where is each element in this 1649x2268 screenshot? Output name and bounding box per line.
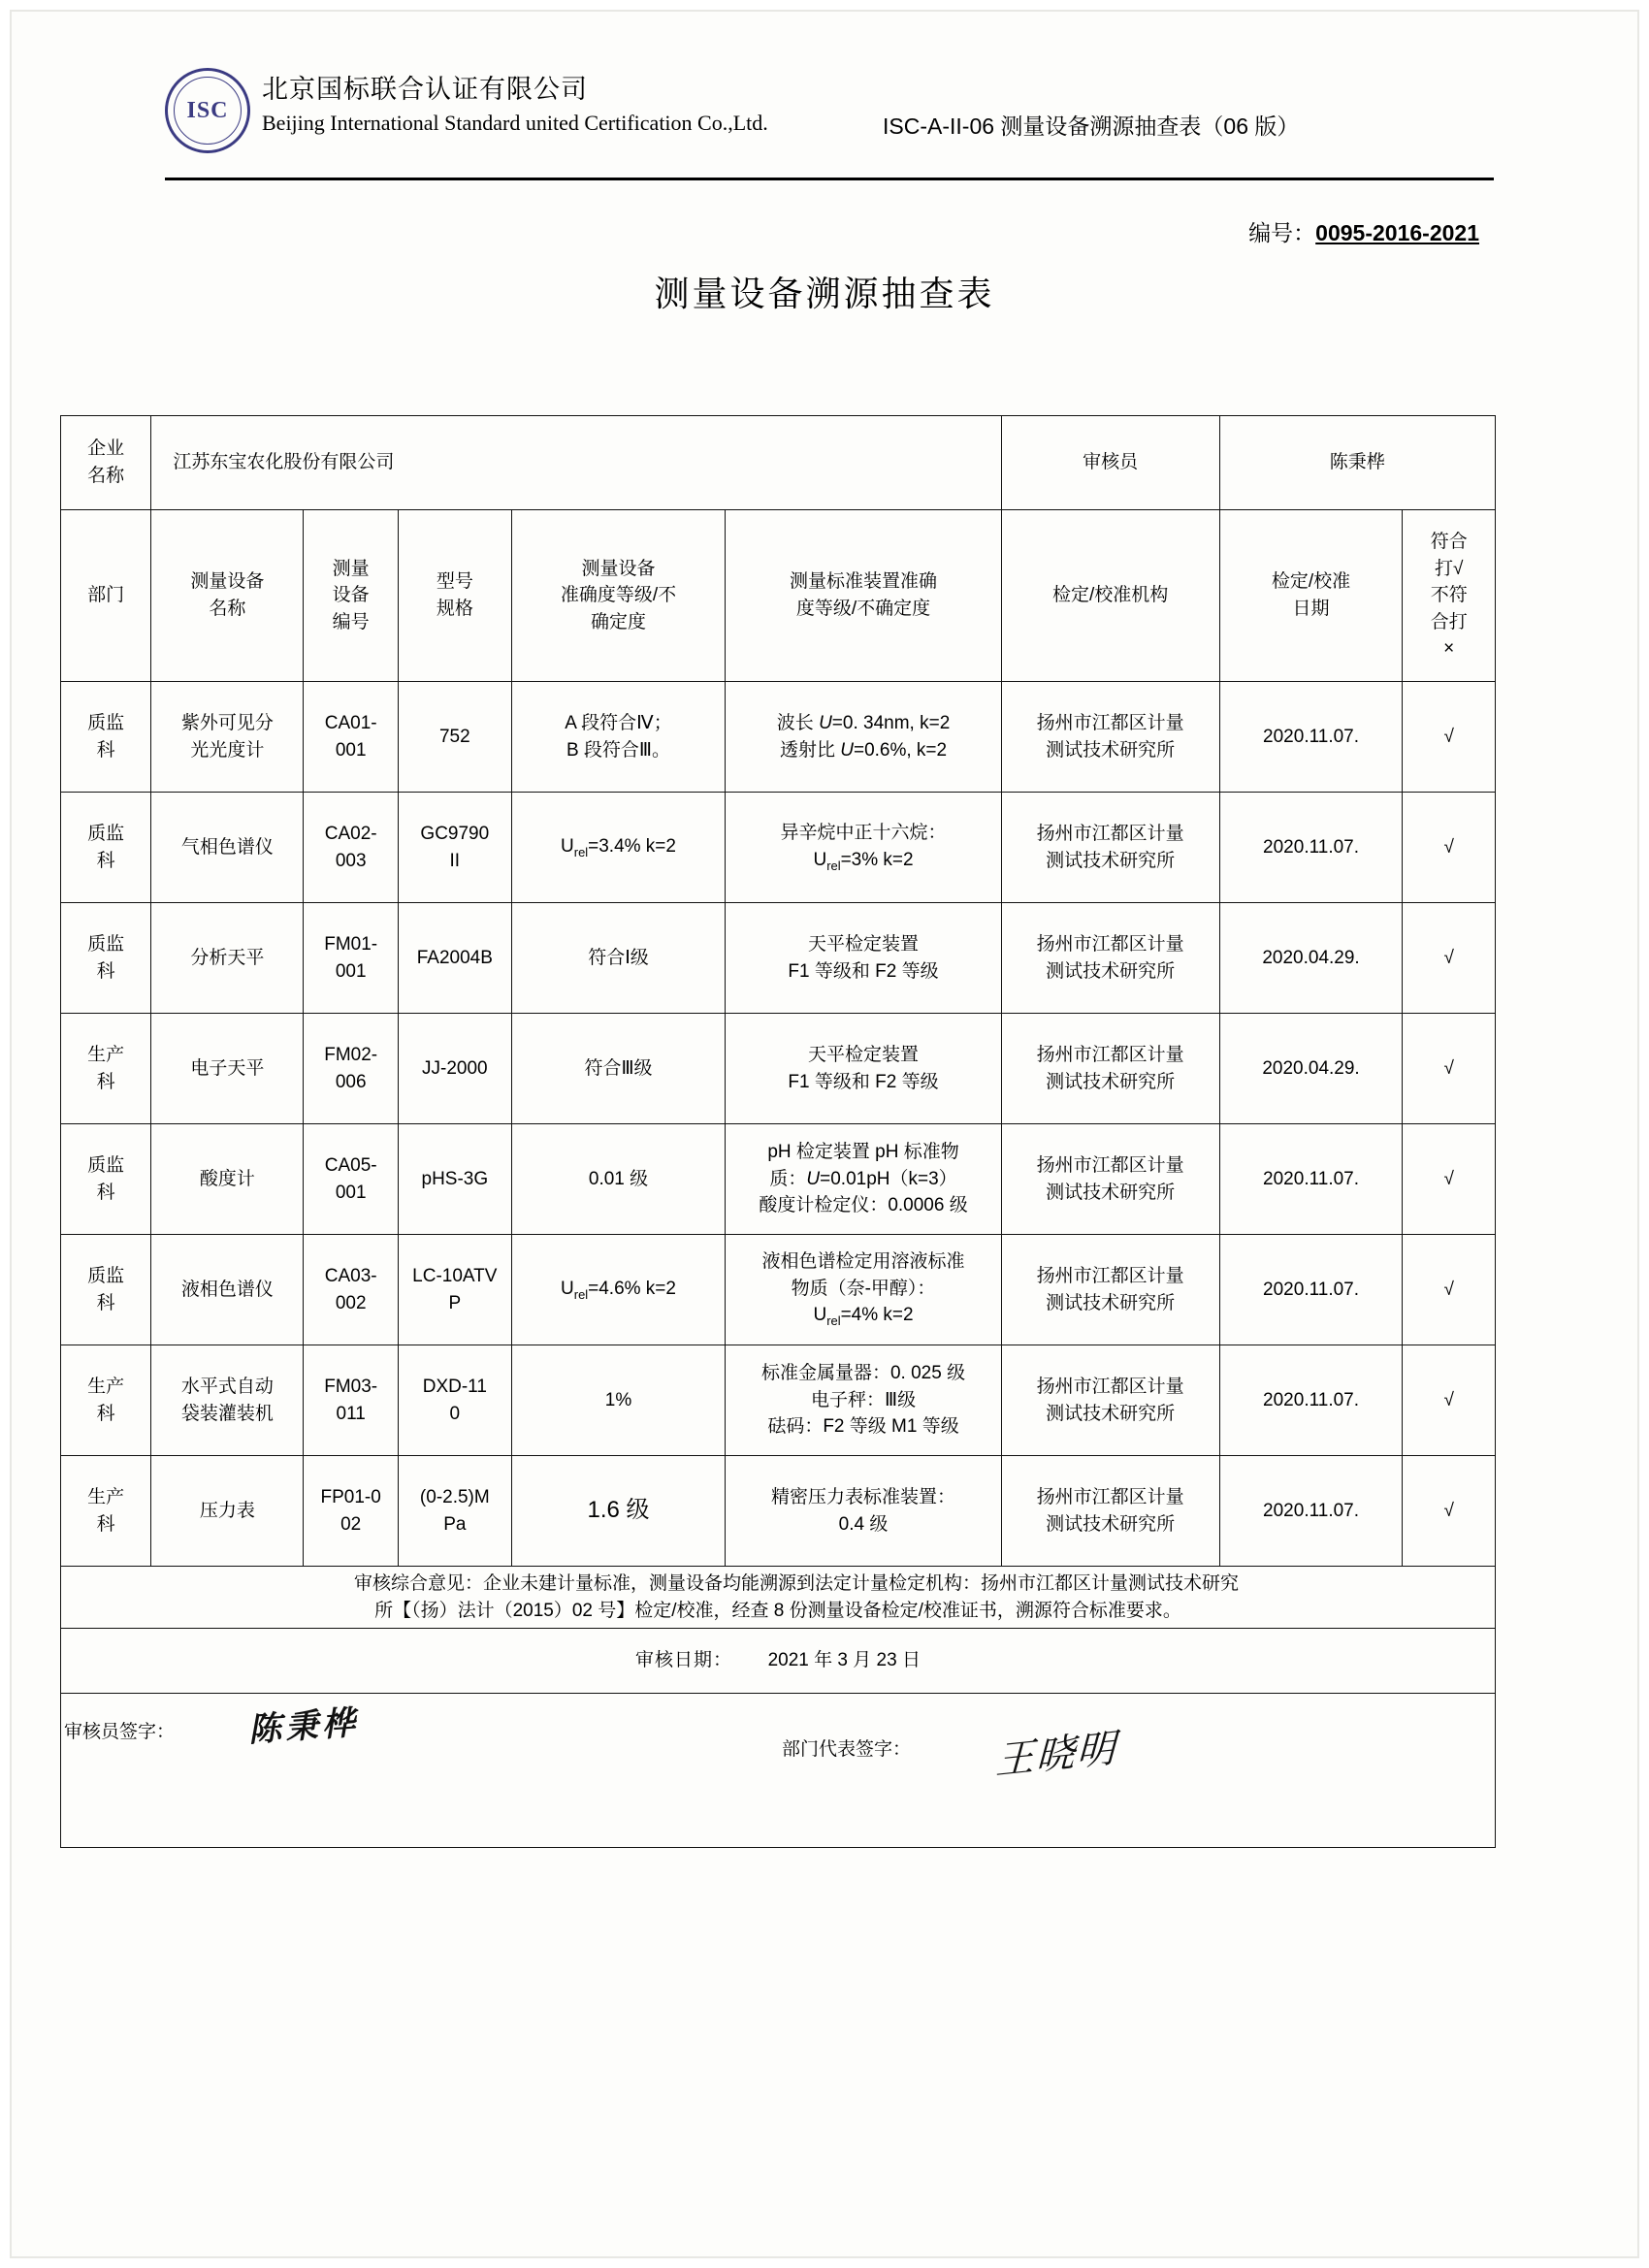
company-name-en: Beijing International Standard united Certification Co.,Ltd. bbox=[262, 111, 768, 135]
cell-dept: 生产 科 bbox=[61, 1456, 151, 1567]
col-accuracy-l3: 确定度 bbox=[591, 611, 647, 632]
cell-date: 2020.04.29. bbox=[1219, 1014, 1403, 1124]
enterprise-name: 江苏东宝农化股份有限公司 bbox=[151, 416, 1001, 510]
cell-conform: √ bbox=[1403, 1456, 1496, 1567]
auditor-name: 陈秉桦 bbox=[1219, 416, 1495, 510]
cell-conform: √ bbox=[1403, 1345, 1496, 1456]
cell-device-name: 紫外可见分 光光度计 bbox=[151, 682, 304, 793]
col-dept: 部门 bbox=[61, 510, 151, 682]
cell-device-no: CA03- 002 bbox=[304, 1235, 399, 1345]
table-row bbox=[61, 682, 1496, 793]
table-header-row bbox=[61, 510, 1496, 682]
col-conform-l3: 不符 bbox=[1430, 585, 1468, 606]
cell-device-no: FP01-0 02 bbox=[304, 1456, 399, 1567]
enterprise-label-line2: 名称 bbox=[87, 466, 125, 486]
cell-model: 752 bbox=[398, 682, 511, 793]
audit-opinion bbox=[61, 1567, 1496, 1629]
cell-model: LC-10ATV P bbox=[398, 1235, 511, 1345]
col-date-l2: 日期 bbox=[1292, 599, 1330, 619]
cell-model: JJ-2000 bbox=[398, 1014, 511, 1124]
audit-opinion-line2: 所【（扬）法计（2015）02 号】检定/校准，经查 8 份测量设备检定/校准证书，溯源符合标准要求。 bbox=[374, 1600, 1181, 1621]
document-code: ISC-A-II-06 测量设备溯源抽查表（06 版） bbox=[883, 113, 1300, 139]
table-row bbox=[61, 1235, 1496, 1345]
cell-model: (0-2.5)M Pa bbox=[398, 1456, 511, 1567]
cell-accuracy: 1.6 级 bbox=[511, 1456, 726, 1567]
cell-date: 2020.11.07. bbox=[1219, 793, 1403, 903]
col-device-no bbox=[304, 510, 399, 682]
cell-org: 扬州市江都区计量 测试技术研究所 bbox=[1001, 682, 1219, 793]
col-std-accuracy-l2: 度等级/不确定度 bbox=[795, 599, 931, 619]
logo-text: ISC bbox=[186, 97, 229, 123]
col-device-name bbox=[151, 510, 304, 682]
cell-org: 扬州市江都区计量 测试技术研究所 bbox=[1001, 1456, 1219, 1567]
cell-std-accuracy: 精密压力表标准装置： 0.4 级 bbox=[726, 1456, 1001, 1567]
cell-date: 2020.04.29. bbox=[1219, 903, 1403, 1014]
table-row bbox=[61, 903, 1496, 1014]
cell-conform: √ bbox=[1403, 1235, 1496, 1345]
cell-device-no: CA01- 001 bbox=[304, 682, 399, 793]
col-conform bbox=[1403, 510, 1496, 682]
audit-opinion-line1: 审核综合意见：企业未建计量标准，测量设备均能溯源到法定计量检定机构：扬州市江都区计量测试技术研究 bbox=[353, 1573, 1239, 1594]
audit-date-value: 2021 年 3 月 23 日 bbox=[767, 1650, 921, 1671]
cell-conform: √ bbox=[1403, 682, 1496, 793]
cell-conform: √ bbox=[1403, 903, 1496, 1014]
table-row-signatures bbox=[61, 1694, 1496, 1848]
cell-accuracy: 1% bbox=[511, 1345, 726, 1456]
cell-model: pHS-3G bbox=[398, 1124, 511, 1235]
cell-dept: 质监 科 bbox=[61, 903, 151, 1014]
cell-accuracy: 符合Ⅲ级 bbox=[511, 1014, 726, 1124]
col-accuracy-l1: 测量设备 bbox=[581, 558, 656, 579]
col-std-accuracy bbox=[726, 510, 1001, 682]
cell-conform: √ bbox=[1403, 1014, 1496, 1124]
auditor-signature-label: 审核员签字： bbox=[64, 1722, 176, 1743]
cell-accuracy: 0.01 级 bbox=[511, 1124, 726, 1235]
col-model-l2: 规格 bbox=[436, 599, 473, 619]
cell-dept: 质监 科 bbox=[61, 793, 151, 903]
cell-std-accuracy: 波长 U=0. 34nm, k=2 透射比 U=0.6%, k=2 bbox=[726, 682, 1001, 793]
cell-std-accuracy: 天平检定装置 F1 等级和 F2 等级 bbox=[726, 903, 1001, 1014]
col-model-l1: 型号 bbox=[436, 571, 473, 593]
table-row-audit-date bbox=[61, 1629, 1496, 1694]
cell-device-name: 分析天平 bbox=[151, 903, 304, 1014]
col-device-no-l1: 测量 bbox=[332, 558, 370, 579]
col-date-l1: 检定/校准 bbox=[1271, 571, 1351, 593]
cell-device-no: FM03- 011 bbox=[304, 1345, 399, 1456]
cell-dept: 生产 科 bbox=[61, 1345, 151, 1456]
company-logo-icon bbox=[165, 68, 250, 153]
table-row bbox=[61, 1124, 1496, 1235]
table-row bbox=[61, 1014, 1496, 1124]
cell-org: 扬州市江都区计量 测试技术研究所 bbox=[1001, 1345, 1219, 1456]
audit-date-label: 审核日期： bbox=[635, 1650, 733, 1671]
col-conform-l1: 符合 bbox=[1430, 532, 1468, 553]
cell-org: 扬州市江都区计量 测试技术研究所 bbox=[1001, 1124, 1219, 1235]
cell-conform: √ bbox=[1403, 1124, 1496, 1235]
serial-label: 编号： bbox=[1248, 220, 1316, 245]
page-title: 测量设备溯源抽查表 bbox=[654, 274, 995, 313]
cell-org: 扬州市江都区计量 测试技术研究所 bbox=[1001, 1014, 1219, 1124]
cell-org: 扬州市江都区计量 测试技术研究所 bbox=[1001, 793, 1219, 903]
cell-accuracy: A 段符合Ⅳ； B 段符合Ⅲ。 bbox=[511, 682, 726, 793]
cell-device-name: 压力表 bbox=[151, 1456, 304, 1567]
col-accuracy bbox=[511, 510, 726, 682]
cell-std-accuracy: 天平检定装置 F1 等级和 F2 等级 bbox=[726, 1014, 1001, 1124]
cell-device-no: FM01- 001 bbox=[304, 903, 399, 1014]
col-conform-l2: 打√ bbox=[1435, 558, 1464, 579]
cell-accuracy: 符合Ⅰ级 bbox=[511, 903, 726, 1014]
serial-number bbox=[1248, 215, 1479, 247]
cell-dept: 质监 科 bbox=[61, 1235, 151, 1345]
col-conform-l4: 合打 bbox=[1430, 611, 1468, 632]
cell-std-accuracy: 液相色谱检定用溶液标准 物质（奈-甲醇）： $U_{rel}=4\%$ k=2 bbox=[726, 1235, 1001, 1345]
table-row-opinion bbox=[61, 1567, 1496, 1629]
cell-device-no: CA02- 003 bbox=[304, 793, 399, 903]
dept-signature-label: 部门代表签字： bbox=[782, 1739, 912, 1761]
cell-device-no: CA05- 001 bbox=[304, 1124, 399, 1235]
cell-device-name: 酸度计 bbox=[151, 1124, 304, 1235]
header-divider bbox=[165, 178, 1494, 180]
col-device-no-l3: 编号 bbox=[332, 611, 370, 632]
table-row bbox=[61, 1456, 1496, 1567]
cell-conform: √ bbox=[1403, 793, 1496, 903]
col-accuracy-l2: 准确度等级/不 bbox=[560, 585, 677, 606]
cell-org: 扬州市江都区计量 测试技术研究所 bbox=[1001, 1235, 1219, 1345]
table-row-enterprise bbox=[61, 416, 1496, 510]
col-org: 检定/校准机构 bbox=[1001, 510, 1219, 682]
cell-model: GC9790 II bbox=[398, 793, 511, 903]
cell-device-no: FM02- 006 bbox=[304, 1014, 399, 1124]
cell-accuracy: $U_{rel}=3.4\%$ k=2 bbox=[511, 793, 726, 903]
table-row bbox=[61, 1345, 1496, 1456]
cell-accuracy: $U_{rel}=4.6\%$ k=2 bbox=[511, 1235, 726, 1345]
cell-model: DXD-11 0 bbox=[398, 1345, 511, 1456]
auditor-signature: 陈秉桦 bbox=[246, 1705, 361, 1750]
cell-date: 2020.11.07. bbox=[1219, 1345, 1403, 1456]
col-model bbox=[398, 510, 511, 682]
cell-dept: 质监 科 bbox=[61, 682, 151, 793]
cell-std-accuracy: pH 检定装置 pH 标准物 质：U=0.01pH（k=3） 酸度计检定仪：0.0006 级 bbox=[726, 1124, 1001, 1235]
company-name-cn: 北京国标联合认证有限公司 bbox=[262, 75, 588, 104]
cell-date: 2020.11.07. bbox=[1219, 682, 1403, 793]
cell-dept: 质监 科 bbox=[61, 1124, 151, 1235]
cell-date: 2020.11.07. bbox=[1219, 1456, 1403, 1567]
cell-device-name: 液相色谱仪 bbox=[151, 1235, 304, 1345]
cell-date: 2020.11.07. bbox=[1219, 1124, 1403, 1235]
table-row bbox=[61, 793, 1496, 903]
col-device-no-l2: 设备 bbox=[332, 585, 370, 606]
cell-dept: 生产 科 bbox=[61, 1014, 151, 1124]
cell-org: 扬州市江都区计量 测试技术研究所 bbox=[1001, 903, 1219, 1014]
col-date bbox=[1219, 510, 1403, 682]
serial-value: 0095-2016-2021 bbox=[1315, 220, 1479, 245]
col-std-accuracy-l1: 测量标准装置准确 bbox=[790, 571, 938, 593]
traceability-table bbox=[60, 415, 1496, 1848]
cell-date: 2020.11.07. bbox=[1219, 1235, 1403, 1345]
cell-std-accuracy: 异辛烷中正十六烷： $U_{rel}=3\%$ k=2 bbox=[726, 793, 1001, 903]
cell-device-name: 水平式自动 袋装灌装机 bbox=[151, 1345, 304, 1456]
dept-signature: 王晓明 bbox=[994, 1726, 1118, 1783]
cell-model: FA2004B bbox=[398, 903, 511, 1014]
enterprise-label-line1: 企业 bbox=[87, 438, 125, 460]
cell-std-accuracy: 标准金属量器：0. 025 级 电子秤：Ⅲ级 砝码：F2 等级 M1 等级 bbox=[726, 1345, 1001, 1456]
document-header bbox=[165, 60, 1494, 167]
cell-device-name: 电子天平 bbox=[151, 1014, 304, 1124]
col-device-name-l2: 名称 bbox=[209, 599, 246, 619]
cell-device-name: 气相色谱仪 bbox=[151, 793, 304, 903]
enterprise-label bbox=[61, 416, 151, 510]
col-conform-l5: × bbox=[1443, 638, 1455, 660]
col-device-name-l1: 测量设备 bbox=[190, 571, 265, 593]
auditor-label: 审核员 bbox=[1001, 416, 1219, 510]
